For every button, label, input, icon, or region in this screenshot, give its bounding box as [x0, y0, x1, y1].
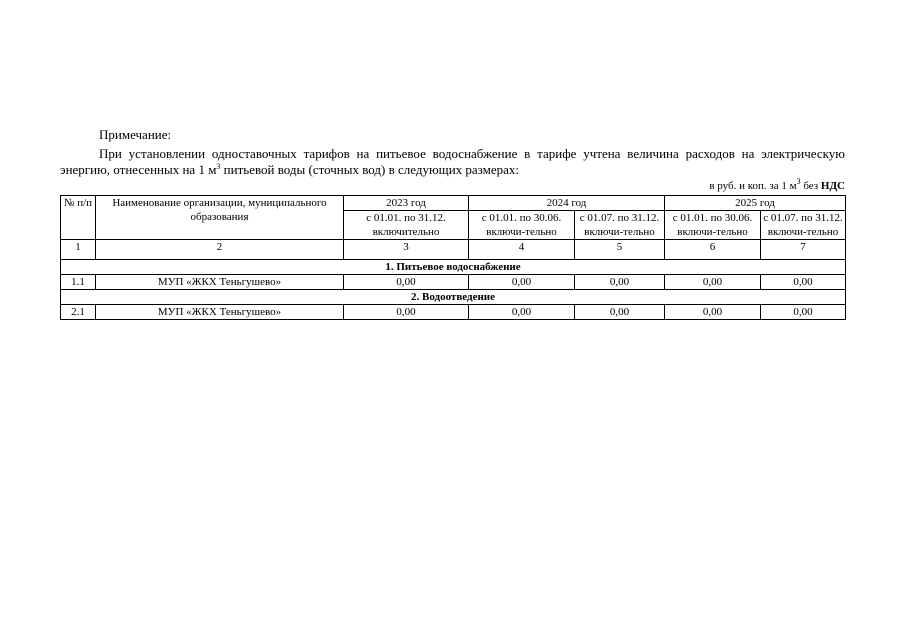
header-period: с 01.07. по 31.12. включи-тельно — [575, 211, 665, 240]
header-row-column-numbers — [61, 240, 846, 260]
column-number: 6 — [665, 240, 761, 260]
row-value: 0,00 — [665, 305, 761, 320]
units-vat: НДС — [820, 180, 845, 192]
table-row — [61, 305, 846, 320]
row-number: 2.1 — [61, 305, 96, 320]
note-body-part1: При установлении одноставочных тарифов на питьевое водоснабжение в тарифе учтена величина расходов на электрическую энергию, отнесенных на 1 м — [60, 146, 845, 177]
column-number: 3 — [344, 240, 469, 260]
note-body-superscript: 3 — [216, 162, 221, 171]
units-part2: без — [800, 180, 821, 192]
row-org-name: МУП «ЖКХ Теньгушево» — [96, 275, 344, 290]
note-body — [60, 146, 845, 178]
header-period: с 01.01. по 30.06. включи-тельно — [665, 211, 761, 240]
column-number: 1 — [61, 240, 96, 260]
header-org-col: Наименование организации, муниципального образования — [96, 196, 344, 240]
header-year-2025: 2025 год — [665, 196, 846, 211]
section-title: 2. Водоотведение — [61, 290, 846, 305]
header-num-col: № п/п — [61, 196, 96, 240]
tariff-table — [60, 195, 846, 320]
units-caption — [709, 177, 845, 192]
header-year-2023: 2023 год — [344, 196, 469, 211]
row-org-name: МУП «ЖКХ Теньгушево» — [96, 305, 344, 320]
column-number: 5 — [575, 240, 665, 260]
units-part1: в руб. и коп. за 1 м — [709, 180, 797, 192]
header-period: с 01.01. по 30.06. включи-тельно — [469, 211, 575, 240]
header-period: с 01.01. по 31.12. включительно — [344, 211, 469, 240]
column-number: 4 — [469, 240, 575, 260]
section-title: 1. Питьевое водоснабжение — [61, 260, 846, 275]
row-value: 0,00 — [469, 275, 575, 290]
header-year-2024: 2024 год — [469, 196, 665, 211]
header-period: с 01.07. по 31.12. включи-тельно — [761, 211, 846, 240]
row-value: 0,00 — [575, 275, 665, 290]
section-row — [61, 290, 846, 305]
row-value: 0,00 — [761, 275, 846, 290]
row-value: 0,00 — [344, 305, 469, 320]
row-value: 0,00 — [344, 275, 469, 290]
column-number: 7 — [761, 240, 846, 260]
row-number: 1.1 — [61, 275, 96, 290]
row-value: 0,00 — [575, 305, 665, 320]
column-number: 2 — [96, 240, 344, 260]
table-row — [61, 275, 846, 290]
row-value: 0,00 — [469, 305, 575, 320]
units-superscript: 3 — [796, 177, 801, 186]
note-title: Примечание: — [99, 127, 172, 142]
row-value: 0,00 — [761, 305, 846, 320]
section-row — [61, 260, 846, 275]
note-body-part2: питьевой воды (сточных вод) в следующих размерах: — [220, 162, 520, 177]
row-value: 0,00 — [665, 275, 761, 290]
header-row-years — [61, 196, 846, 211]
